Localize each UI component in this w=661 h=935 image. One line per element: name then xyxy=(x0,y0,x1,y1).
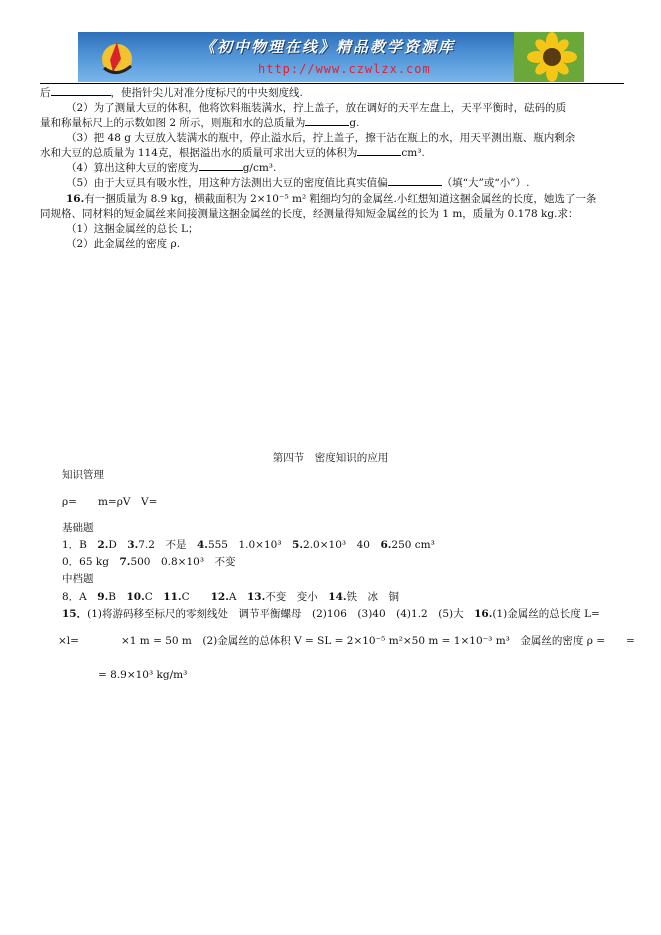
q15-line5: 水和大豆的总质量为 114克，根据溢出水的质量可求出大豆的体积为 cm³. xyxy=(40,147,425,159)
basic-heading: 基础题 xyxy=(62,522,94,534)
basic-answers-line2: 0．65 kg 7.500 0.8×10³ 不变 xyxy=(62,556,236,568)
answer-blank xyxy=(305,116,349,126)
section-title: 第四节 密度知识的应用 xyxy=(272,452,389,464)
answer-blank xyxy=(51,86,111,96)
answer-blank xyxy=(357,146,401,156)
q16-line1: 16.有一捆质量为 8.9 kg，横截面积为 2×10⁻⁵ m² 粗细均匀的金属丝.小红想知道这捆金属丝的长度，她选了一条 xyxy=(66,193,597,205)
knowledge-heading: 知识管理 xyxy=(62,469,104,481)
site-logo-icon xyxy=(98,38,136,76)
q15-line3: 量和称量标尺上的示数如图 2 所示，则瓶和水的总质量为 g. xyxy=(40,117,360,129)
q16-line2: 同规格、同材料的短金属丝来间接测量这捆金属丝的长度，经测量得知短金属丝的长为 1 m，质量为 0.178 kg.求： xyxy=(40,208,579,220)
answer-blank xyxy=(388,176,442,186)
banner-title: 《初中物理在线》精品教学资源库 xyxy=(200,38,456,56)
mid-answers-line: 8．A 9.B 10.C 11.C 12.A 13.不变 变小 14.铁 冰 铜 xyxy=(62,591,400,603)
header-banner xyxy=(78,32,584,82)
q15-line1: 后 ，使指针尖儿对准分度标尺的中央刻度线. xyxy=(40,87,303,99)
answer-16-line2: ×l= ×1 m = 50 m (2)金属丝的总体积 V = SL = 2×10⁻⁵ m²×50 m = 1×10⁻³ m³ 金属丝的密度 ρ = = xyxy=(58,635,635,647)
formula-line: ρ= m=ρV V= xyxy=(62,496,158,508)
answer-blank xyxy=(199,161,243,171)
answer-16-line3: = 8.9×10³ kg/m³ xyxy=(98,669,188,681)
header-divider xyxy=(40,83,624,84)
q15-line7: （5）由于大豆具有吸水性，用这种方法测出大豆的密度值比真实值偏 （填“大”或“小”）. xyxy=(66,177,530,189)
answer-15-line: 15．(1)将游码移至标尺的零刻线处 调节平衡螺母 (2)106 (3)40 (4)1.2 (5)大 16.(1)金属丝的总长度 L= xyxy=(62,608,600,620)
q15-line4: （3）把 48 g 大豆放入装满水的瓶中，停止溢水后，拧上盖子，擦干沾在瓶上的水，用天平测出瓶、瓶内剩余 xyxy=(66,132,576,144)
mid-heading: 中档题 xyxy=(62,573,94,585)
sunflower-icon xyxy=(514,32,584,82)
q15-line6: （4）算出这种大豆的密度为 g/cm³. xyxy=(66,162,277,174)
q15-line2: （2）为了测量大豆的体积，他将饮料瓶装满水，拧上盖子，放在调好的天平左盘上，天平平衡时，砝码的质 xyxy=(66,102,567,114)
q16-sub1: （1）这捆金属丝的总长 L； xyxy=(66,223,199,235)
basic-answers-line1: 1．B 2.D 3.7.2 不是 4.555 1.0×10³ 5.2.0×10³ 40 6.250 cm³ xyxy=(62,539,435,551)
q16-sub2: （2）此金属丝的密度 ρ. xyxy=(66,238,181,250)
banner-url: http://www.czwlzx.com xyxy=(258,62,431,76)
